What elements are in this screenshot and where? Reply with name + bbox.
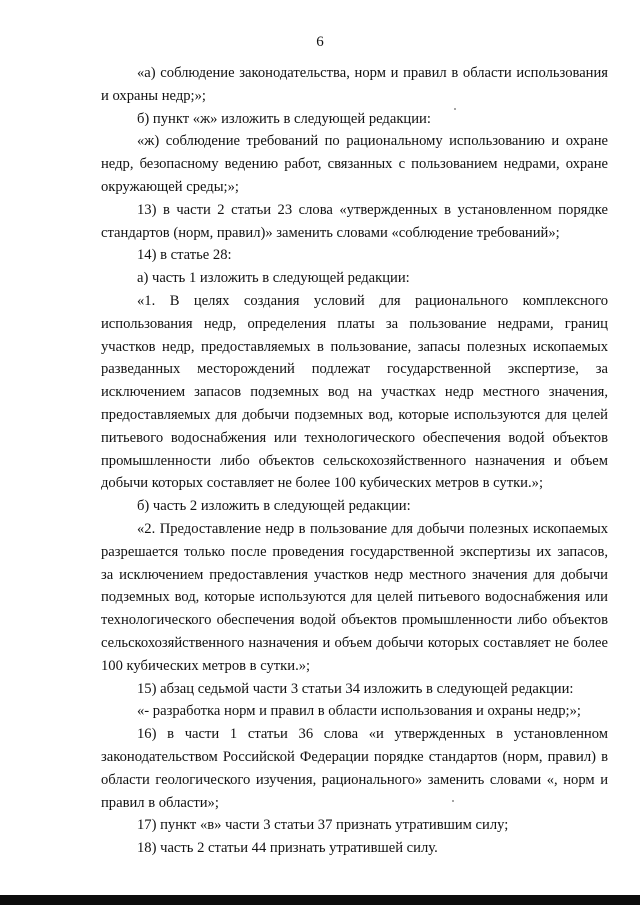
paragraph: «ж) соблюдение требований по рациональному использованию и охране недр, безопасному ведению работ, связанных с пользованием недрами, охране окружающей среды;»;: [101, 133, 608, 195]
document-body: [101, 62, 608, 860]
scan-speck: [452, 800, 454, 802]
paragraph: «а) соблюдение законодательства, норм и правил в области использования и охраны недр;»;: [101, 65, 608, 104]
scan-bottom-edge: [0, 895, 640, 905]
paragraph: 13) в части 2 статьи 23 слова «утвержденных в установленном порядке стандартов (норм, правил)» заменить словами «соблюдение требований»;: [101, 201, 608, 241]
scan-speck: [454, 108, 456, 110]
paragraph: 15) абзац седьмой части 3 статьи 34 изложить в следующей редакции:: [137, 680, 574, 697]
paragraph: 14) в статье 28:: [137, 247, 232, 264]
paragraph: 18) часть 2 статьи 44 признать утратившей силу.: [137, 840, 438, 857]
paragraph: «1. В целях создания условий для рационального комплексного использования недр, определения платы за пользование недрами, границ участков недр, предоставляемых в пользование, запасы полезных ископаемых разведанных месторождений подлежат государственной экспертизе, за исключением запасов подземных вод на участках недр местного значения, предоставляемых для добычи подземных вод, которые используются для целей питьевого водоснабжения или технологического обеспечения водой объектов промышленности либо объектов сельскохозяйственного назначения и объем добычи которых составляет не более 100 кубических метров в сутки.»;: [101, 292, 608, 492]
paragraph: а) часть 1 изложить в следующей редакции:: [137, 270, 410, 287]
paragraph: «2. Предоставление недр в пользование для добычи полезных ископаемых разрешается только после проведения государственной экспертизы их запасов, за исключением предоставления участков недр местного значения для добычи подземных вод, которые используются для целей питьевого водоснабжения или технологического обеспечения водой объектов промышленности либо объектов сельскохозяйственного назначения и объем добычи которых составляет не более 100 кубических метров в сутки.»;: [101, 520, 608, 674]
paragraph: 17) пункт «в» части 3 статьи 37 признать утратившим силу;: [137, 817, 509, 834]
paragraph: «- разработка норм и правил в области использования и охраны недр;»;: [137, 703, 581, 720]
paragraph: б) часть 2 изложить в следующей редакции:: [137, 498, 411, 515]
page-number: 6: [316, 34, 324, 50]
paragraph: б) пункт «ж» изложить в следующей редакции:: [137, 110, 431, 127]
paragraph: 16) в части 1 статьи 36 слова «и утвержденных в установленном законодательством Российской Федерации порядке стандартов (норм, правил) в области геологического изучения, рационального» заменить словами «, норм и правил в области»;: [101, 726, 608, 811]
